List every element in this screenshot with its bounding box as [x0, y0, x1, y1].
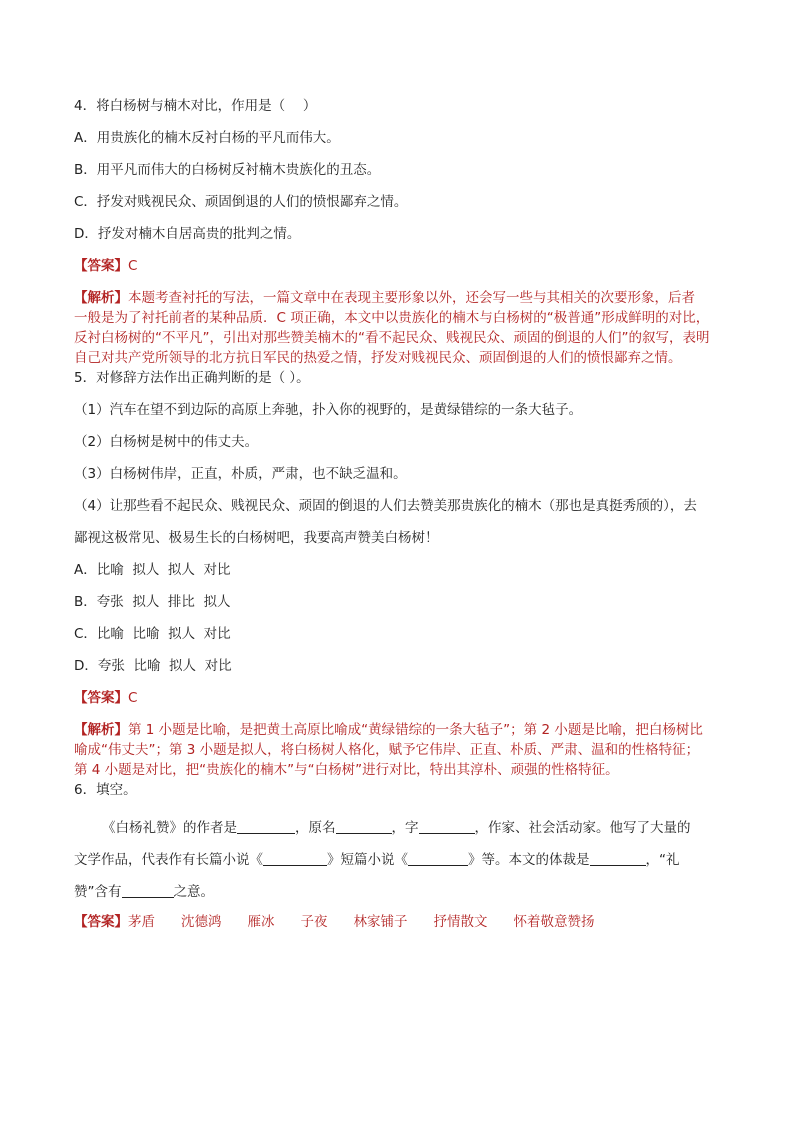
fill-blank[interactable]	[408, 851, 468, 866]
answer-value: C	[128, 258, 138, 274]
question-4-stem: 4．将白杨树与楠木对比，作用是（ ）	[74, 98, 317, 114]
analysis-tag: 【解析】	[74, 722, 128, 738]
fill-blank[interactable]	[237, 819, 295, 834]
question-5-item-3: （3）白杨树伟岸，正直，朴质，严肃，也不缺乏温和。	[74, 466, 407, 482]
fill-blank[interactable]	[419, 819, 475, 834]
question-5-stem: 5．对修辞方法作出正确判断的是（ ）。	[74, 370, 310, 386]
fill-blank[interactable]	[263, 851, 327, 866]
question-6-fill-text: 《白杨礼赞》的作者是 ，原名 ，字 ，作家、社会活动家。他写了大量的	[102, 820, 691, 836]
question-4-option-a: A．用贵族化的楠木反衬白杨的平凡而伟大。	[74, 130, 340, 146]
question-4-analysis	[74, 288, 734, 368]
analysis-text: 第 4 小题是对比，把“贵族化的楠木”与“白杨树”进行对比，特出其淳朴、顽强的性格特征。	[74, 762, 619, 778]
question-6-stem: 6．填空。	[74, 782, 137, 798]
question-4-answer	[74, 256, 734, 288]
answer-value: 子夜	[300, 914, 328, 930]
document-page	[74, 96, 734, 944]
question-6-answer	[74, 912, 734, 944]
answer-value: 沈德鸿	[181, 914, 222, 930]
analysis-text: 自己对共产党所领导的北方抗日军民的热爱之情，抒发对贱视民众、顽固倒退的人们的愤恨鄙弃之情。	[74, 350, 682, 366]
answer-value: C	[128, 690, 138, 706]
question-6-fill-text: 文学作品，代表作有长篇小说《 》短篇小说《 》等。本文的体裁是 ，“礼	[74, 852, 680, 868]
question-5-item-4-cont: 鄙视这极常见、极易生长的白杨树吧，我要高声赞美白杨树！	[74, 530, 439, 546]
answer-value: 怀着敬意赞扬	[513, 914, 595, 930]
fill-blank[interactable]	[590, 851, 646, 866]
answer-tag: 【答案】	[74, 690, 128, 706]
answer-value: 抒情散文	[433, 914, 488, 930]
analysis-text: 本题考查衬托的写法，一篇文章中在表现主要形象以外，还会写一些与其相关的次要形象，后者	[128, 290, 695, 306]
analysis-text: 反衬白杨树的“不平凡”，引出对那些赞美楠木的“看不起民众、贱视民众、顽固的倒退的人们”的叙写，表明	[74, 330, 710, 346]
answer-value: 林家铺子	[353, 914, 408, 930]
answer-value: 茅盾	[128, 914, 155, 930]
analysis-tag: 【解析】	[74, 290, 128, 306]
question-5-option-d: D．夸张 比喻 拟人 对比	[74, 658, 232, 674]
answer-value: 雁冰	[247, 914, 275, 930]
question-5-answer	[74, 688, 734, 720]
question-5-item-1: （1）汽车在望不到边际的高原上奔驰，扑入你的视野的，是黄绿错综的一条大毡子。	[74, 402, 583, 418]
answer-tag: 【答案】	[74, 914, 128, 930]
question-5-option-a: A．比喻 拟人 拟人 对比	[74, 562, 231, 578]
question-6-fill-text: 赞”含有 之意。	[74, 884, 214, 900]
analysis-text: 一般是为了衬托前者的某种品质．C 项正确，本文中以贵族化的楠木与白杨树的“极普通”形成鲜明的对比，	[74, 310, 710, 326]
question-5-option-b: B．夸张 拟人 排比 拟人	[74, 594, 231, 610]
question-5-option-c: C．比喻 比喻 拟人 对比	[74, 626, 231, 642]
question-4-option-d: D．抒发对楠木自居高贵的批判之情。	[74, 226, 301, 242]
question-4-option-b: B．用平凡而伟大的白杨树反衬楠木贵族化的丑态。	[74, 162, 381, 178]
question-4-option-c: C．抒发对贱视民众、顽固倒退的人们的愤恨鄙弃之情。	[74, 194, 408, 210]
fill-blank[interactable]	[122, 883, 174, 898]
fill-blank[interactable]	[336, 819, 392, 834]
question-5-analysis	[74, 720, 734, 780]
question-5-item-4: （4）让那些看不起民众、贱视民众、顽固的倒退的人们去赞美那贵族化的楠木（那也是真挺秀颀的），去	[74, 498, 697, 514]
question-5-item-2: （2）白杨树是树中的伟丈夫。	[74, 434, 259, 450]
answer-tag: 【答案】	[74, 258, 128, 274]
analysis-text: 喻成“伟丈夫”；第 3 小题是拟人，将白杨树人格化，赋予它伟岸、正直、朴质、严肃、温和的性格特征；	[74, 742, 700, 758]
analysis-text: 第 1 小题是比喻，是把黄土高原比喻成“黄绿错综的一条大毡子”；第 2 小题是比喻，把白杨树比	[128, 722, 703, 738]
